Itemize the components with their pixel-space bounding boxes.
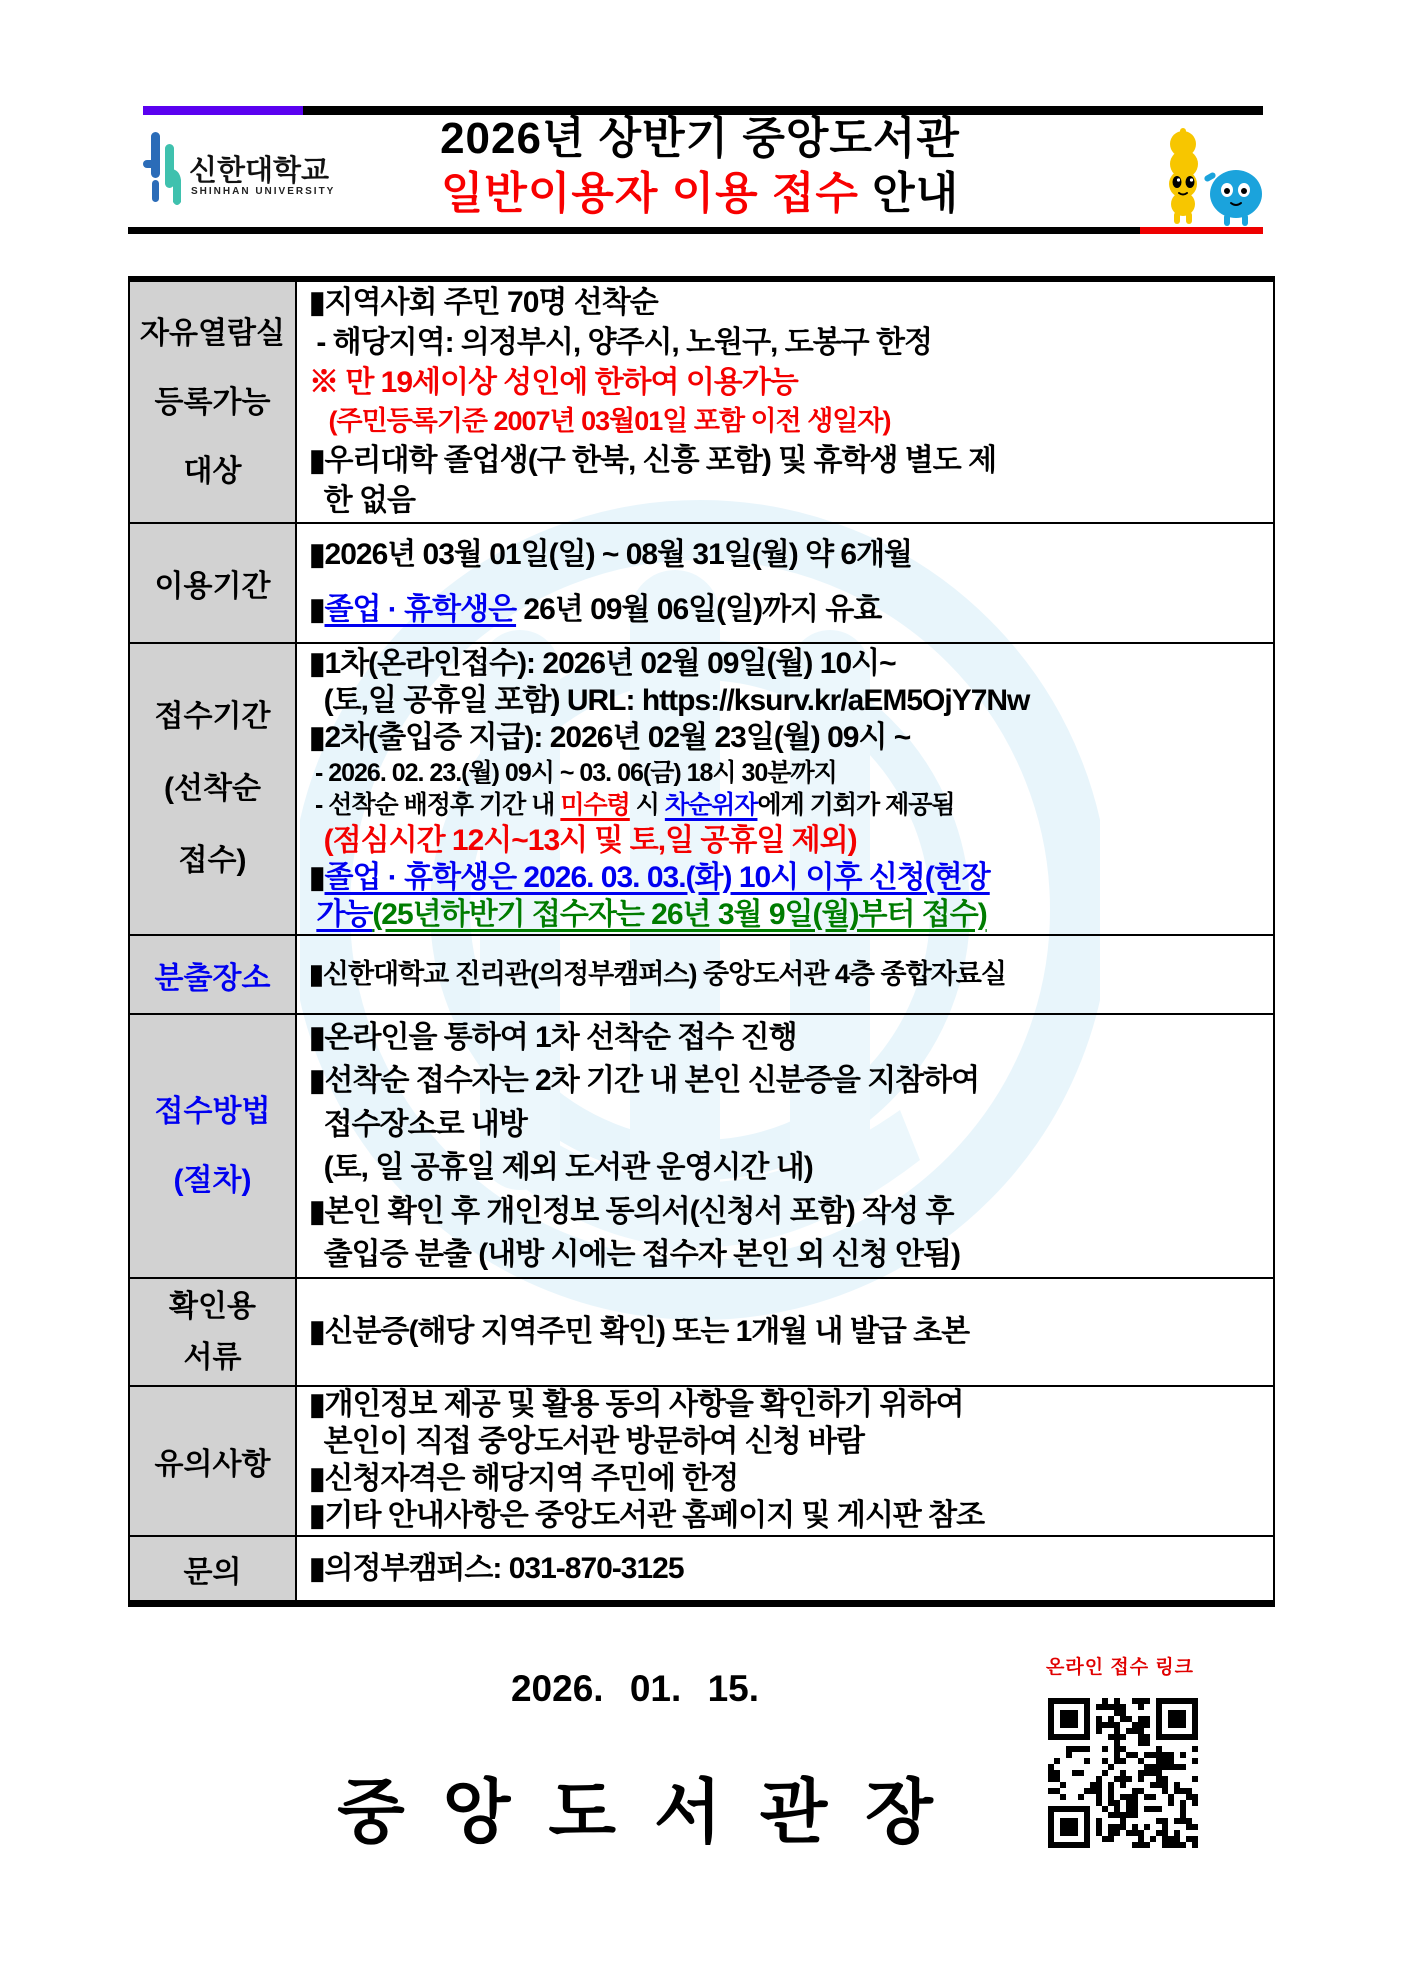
row-header xyxy=(130,936,297,1013)
text-segment: (주민등록기준 2007년 03월01일 포함 이전 생일자) xyxy=(309,406,891,437)
info-table xyxy=(128,276,1275,1607)
shinhan-logo-mark xyxy=(143,130,189,210)
text-segment: ▮신청자격은 해당지역 주민에 한정 xyxy=(309,1462,739,1495)
text-segment: ▮기타 안내사항은 중앙도서관 홈페이지 및 게시판 참조 xyxy=(309,1498,985,1532)
row-header xyxy=(130,644,297,934)
content-line xyxy=(309,682,1273,719)
row-content xyxy=(297,1387,1273,1535)
text-segment: - 2026. 02. 23.(월) 09시 ~ 03. 06(금) 18시 30분까지 xyxy=(309,758,837,787)
mascot-characters xyxy=(1148,122,1268,228)
text-segment: ▮2차(출입증 지급): 2026년 02월 23일(월) 09시 ~ xyxy=(309,721,911,755)
text-segment: ▮개인정보 제공 및 활용 동의 사항을 확인하기 위하여 xyxy=(309,1388,964,1422)
content-line xyxy=(309,1016,1273,1060)
text-segment: ▮본인 확인 후 개인정보 동의서(신청서 포함) 작성 후 xyxy=(309,1194,954,1228)
table-row xyxy=(130,1385,1273,1535)
content-line xyxy=(309,323,1273,363)
row-header xyxy=(130,282,297,522)
text-segment: ▮의정부캠퍼스: 031-870-3125 xyxy=(309,1551,684,1585)
row-content xyxy=(297,1537,1273,1600)
row-content xyxy=(297,936,1273,1013)
row-header-line: 분출장소 xyxy=(154,961,271,995)
qr-code xyxy=(1048,1698,1198,1848)
text-segment: - 해당지역: 의정부시, 양주시, 노원구, 도봉구 한정 xyxy=(309,326,932,360)
row-header-line: 자유열람실 xyxy=(140,316,285,350)
content-line xyxy=(309,645,1273,682)
row-header-line: 서류 xyxy=(183,1341,242,1374)
row-header xyxy=(130,1015,297,1277)
title-line2 xyxy=(300,166,1100,222)
text-segment: ▮1차(온라인접수): 2026년 02월 09일(월) 10시~ xyxy=(309,646,896,680)
content-line xyxy=(309,1233,1273,1277)
content-line xyxy=(309,1146,1273,1190)
header-bottom-rule-accent xyxy=(1140,227,1263,234)
row-content xyxy=(297,1279,1273,1385)
document-title xyxy=(300,112,1100,222)
text-segment: 본인이 직접 중앙도서관 방문하여 신청 바람 xyxy=(309,1425,864,1459)
row-content xyxy=(297,644,1273,934)
row-content xyxy=(297,524,1273,642)
title-line2-red: 일반이용자 이용 접수 xyxy=(440,169,859,218)
text-segment: (25년하반기 접수자는 26년 3월 9일(월)부터 접수) xyxy=(372,897,987,931)
content-line xyxy=(309,363,1273,403)
table-row xyxy=(130,1013,1273,1277)
table-row xyxy=(130,642,1273,934)
row-header xyxy=(130,1279,297,1385)
title-line2-black: 안내 xyxy=(858,169,960,218)
row-header-line: (절차) xyxy=(173,1164,252,1197)
content-line xyxy=(309,1498,1273,1535)
table-row xyxy=(130,934,1273,1013)
content-line xyxy=(309,1312,1273,1352)
row-header-line: 접수) xyxy=(178,844,247,877)
text-segment: 졸업 · 휴학생은 2026. 03. 03.(화) 10시 이후 신청(현장 xyxy=(324,860,990,894)
row-header-line: 이용기간 xyxy=(154,570,271,603)
row-header-line: (선착순 xyxy=(164,772,261,805)
text-segment: (점심시간 12시~13시 및 토,일 공휴일 제외) xyxy=(309,823,857,857)
text-segment: 에게 기회가 제공됨 xyxy=(757,791,955,819)
content-line xyxy=(309,528,1273,583)
header-top-rule-accent xyxy=(143,106,303,115)
text-segment: ▮온라인을 통하여 1차 선착순 접수 진행 xyxy=(309,1020,797,1054)
content-line xyxy=(309,481,1273,521)
text-segment: 미수령 xyxy=(560,791,630,819)
content-line xyxy=(309,789,1273,822)
content-line xyxy=(309,896,1273,933)
content-line xyxy=(309,1461,1273,1498)
text-segment: 시 xyxy=(629,791,665,819)
header-bottom-rule xyxy=(128,227,1263,234)
qr-label: 온라인 접수 링크 xyxy=(1046,1657,1195,1678)
content-line xyxy=(309,859,1273,896)
text-segment: 출입증 분출 (내방 시에는 접수자 본인 외 신청 안됨) xyxy=(309,1238,960,1271)
title-line1: 2026년 상반기 중앙도서관 xyxy=(440,114,960,163)
signature-director: 중앙도서관장 xyxy=(337,1773,971,1851)
content-line xyxy=(309,583,1273,638)
content-line xyxy=(309,1059,1273,1103)
text-segment: 졸업 · 휴학생은 xyxy=(324,593,517,626)
content-line xyxy=(309,757,1273,790)
row-header-line: 등록가능 xyxy=(154,385,271,419)
row-header xyxy=(130,524,297,642)
row-header-line: 접수기간 xyxy=(154,700,271,733)
content-line xyxy=(309,719,1273,756)
row-header-line: 확인용 xyxy=(169,1290,256,1323)
text-segment: 접수장소로 내방 xyxy=(309,1107,527,1141)
row-header-line: 문의 xyxy=(183,1555,242,1589)
table-row xyxy=(130,1535,1273,1600)
row-content xyxy=(297,1015,1273,1277)
blue-mascot-icon xyxy=(1203,170,1262,226)
text-segment: ▮신분증(해당 지역주민 확인) 또는 1개월 내 발급 초본 xyxy=(309,1315,970,1349)
content-line xyxy=(309,956,1273,994)
table-row xyxy=(130,282,1273,522)
issue-date: 2026. 01. 15. xyxy=(510,1668,760,1709)
content-line xyxy=(309,1387,1273,1424)
content-line xyxy=(309,441,1273,481)
row-header-line: 유의사항 xyxy=(154,1448,271,1481)
text-segment: ▮ xyxy=(309,593,325,626)
content-line xyxy=(309,403,1273,441)
text-segment: 26년 09월 06일(일)까지 유효 xyxy=(516,593,882,626)
text-segment: ※ 만 19세이상 성인에 한하여 이용가능 xyxy=(309,366,798,400)
row-header xyxy=(130,1537,297,1600)
text-segment: (토, 일 공휴일 제외 도서관 운영시간 내) xyxy=(309,1151,813,1184)
university-name-ko: 신한대학교 xyxy=(189,155,330,187)
text-segment: ▮2026년 03월 01일(일) ~ 08월 31일(월) 약 6개월 xyxy=(309,538,913,572)
text-segment: ▮지역사회 주민 70명 선착순 xyxy=(309,286,658,320)
table-row xyxy=(130,522,1273,642)
content-line xyxy=(309,283,1273,323)
yellow-mascot-icon xyxy=(1169,128,1198,224)
row-header-line: 대상 xyxy=(183,454,242,488)
text-segment: - 선착순 배정후 기간 내 xyxy=(309,791,561,819)
text-segment: ▮우리대학 졸업생(구 한북, 신흥 포함) 및 휴학생 별도 제 xyxy=(309,443,997,477)
content-line xyxy=(309,1549,1273,1589)
row-header xyxy=(130,1387,297,1535)
text-segment: 한 없음 xyxy=(309,483,415,517)
content-line xyxy=(309,1190,1273,1234)
text-segment: ▮선착순 접수자는 2차 기간 내 본인 신분증을 지참하여 xyxy=(309,1064,980,1097)
content-line xyxy=(309,822,1273,859)
table-row xyxy=(130,1277,1273,1385)
text-segment: (토,일 공휴일 포함) URL: https://ksurv.kr/aEM5OjY7Nw xyxy=(309,684,1030,718)
text-segment: ▮ xyxy=(309,860,325,894)
text-segment: 차순위자 xyxy=(664,791,758,819)
content-line xyxy=(309,1103,1273,1147)
university-name-en: SHINHAN UNIVERSITY xyxy=(191,186,336,197)
content-line xyxy=(309,1424,1273,1461)
text-segment: ▮신한대학교 진리관(의정부캠퍼스) 중앙도서관 4층 종합자료실 xyxy=(309,958,1006,989)
row-content xyxy=(297,282,1273,522)
text-segment: 가능 xyxy=(316,897,373,931)
row-header-line: 접수방법 xyxy=(154,1095,271,1128)
